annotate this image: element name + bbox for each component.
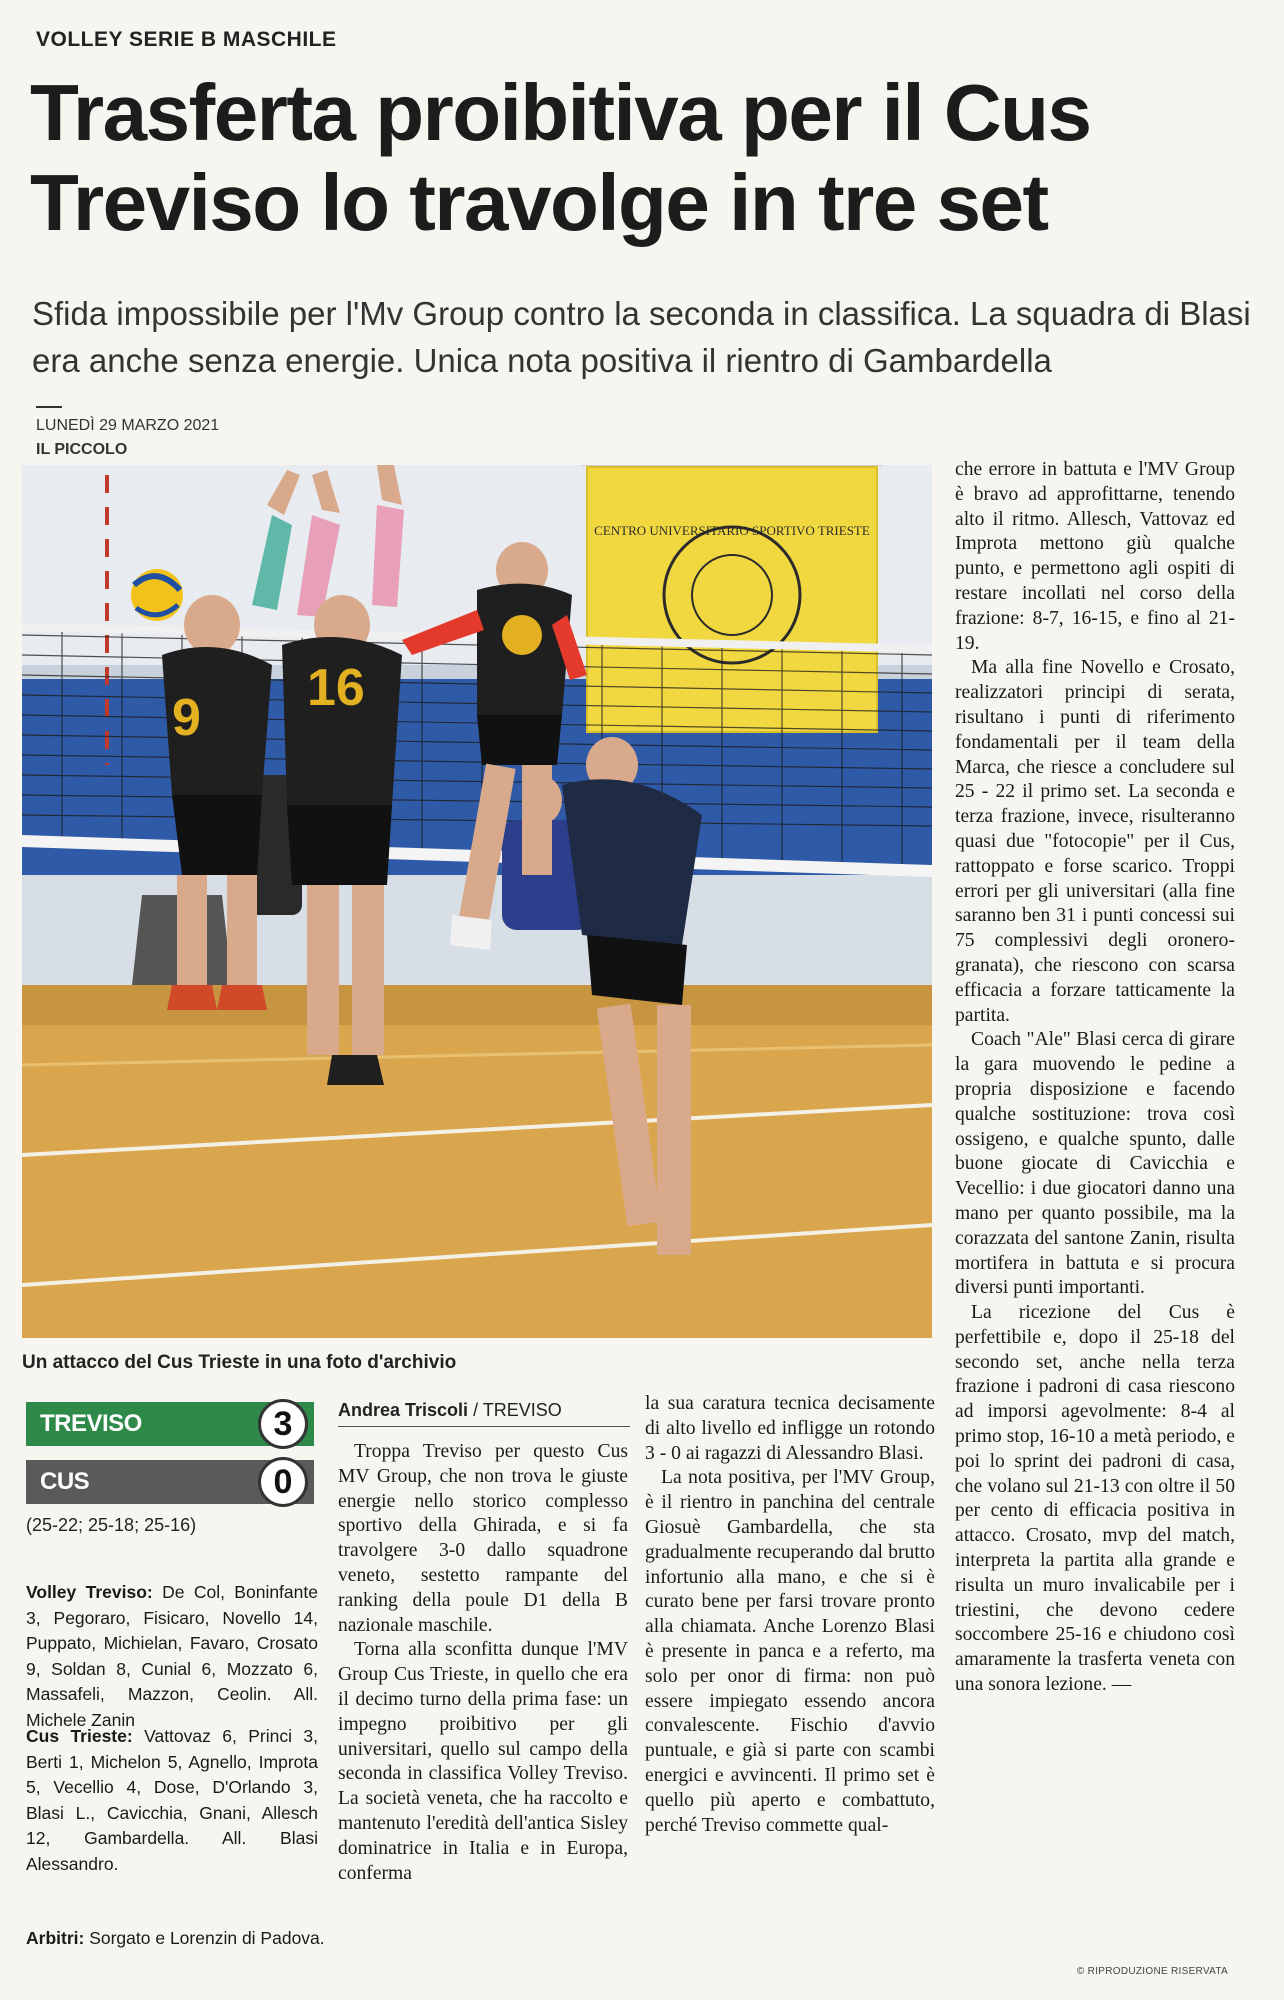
referees-label: Arbitri:	[26, 1928, 85, 1948]
article-photo	[22, 465, 932, 1338]
jersey-number-left: 9	[172, 689, 201, 747]
dateline	[36, 414, 219, 462]
away-score: 0	[258, 1457, 308, 1507]
scoreboard-away-row	[26, 1458, 314, 1506]
copyright: © RIPRODUZIONE RISERVATA	[1076, 1966, 1228, 1977]
paragraph: La ricezione del Cus è perfettibile e, dopo il 25-18 del secondo set, anche nella terza frazione i padroni di casa riescono ad imporsi agevolmente: 8-4 al primo stop, 16-10 a metà periodo, e poi lo sprint dei padroni di casa, che volano sul 21-13 con oltre il 50 per cento di efficacia positiva in attacco. Crosato, mvp del match, interpreta la partita alla grande e risulta un muro invalicabile per i triestini, che devono cedere soccombere 25-16 e chiudono così amaramente la trasferta veneta con una sonora lezione. —	[955, 1302, 1235, 1696]
subheadline: Sfida impossibile per l'Mv Group contro la seconda in classifica. La squadra di Blasi era anche senza energie. Unica nota positiva il rientro di Gambardella	[32, 295, 1251, 379]
photo-caption: Un attacco del Cus Trieste in una foto d'archivio	[22, 1352, 457, 1373]
paragraph: la sua caratura tecnica decisamente di alto livello ed infligge un rotondo 3 - 0 ai ragazzi di Alessandro Blasi.	[645, 1393, 935, 1464]
headline: Trasferta proibitiva per il Cus Treviso lo travolge in tre set	[30, 68, 1091, 247]
paragraph: La nota positiva, per l'MV Group, è il rientro in panchina del centrale Giosuè Gambardella, che sta gradualmente recuperando dal brutto infortunio alla mano, e che si è curato bene per farsi trovare pronto alla chiamata. Anche Lorenzo Blasi è presente in panca e a referto, ma solo per onor di firma: non può essere impiegato essendo ancora convalescente. Fischio d'avvio puntuale, e già si parte con scambi energici e avvincenti. Il primo set è quello più aperto e combattuto, perché Treviso commette qual-	[645, 1467, 935, 1836]
article-column-2	[645, 1392, 935, 1838]
roster-treviso	[26, 1580, 318, 1733]
home-team: TREVISO	[26, 1402, 314, 1446]
referees	[26, 1928, 325, 1949]
roster-cus-players: Vattovaz 6, Princi 3, Berti 1, Michelon 5, Agnello, Improta 5, Vecellio 4, Dose, D'Orlando 3, Blasi L., Cavicchia, Gnani, Allesch 12, Gambardella. All. Blasi Alessandro.	[26, 1726, 318, 1874]
byline-divider	[338, 1426, 630, 1427]
roster-cus	[26, 1724, 318, 1877]
article-column-3	[955, 458, 1235, 1698]
jersey-number-center: 16	[307, 659, 365, 717]
home-score: 3	[258, 1399, 308, 1449]
roster-treviso-label: Volley Treviso:	[26, 1582, 153, 1602]
date: LUNEDÌ 29 MARZO 2021	[36, 417, 220, 434]
roster-treviso-players: De Col, Boninfante 3, Pegoraro, Fisicaro, Novello 14, Puppato, Michielan, Favaro, Crosato 9, Soldan 8, Cunial 6, Mozzato 6, Massafeli, Mazzon, Ceolin. All. Michele Zanin	[26, 1582, 318, 1730]
section-label: VOLLEY SERIE B MASCHILE	[36, 28, 337, 51]
byline-location: / TREVISO	[473, 1400, 562, 1420]
divider	[36, 406, 62, 408]
scoreboard-home-row	[26, 1400, 314, 1448]
roster-cus-label: Cus Trieste:	[26, 1726, 133, 1746]
set-partials: (25-22; 25-18; 25-16)	[26, 1515, 197, 1535]
away-team: CUS	[26, 1460, 314, 1504]
paragraph: Ma alla fine Novello e Crosato, realizzatori principi di serata, risultano i punti di riferimento fondamentali per il team della Marca, che riesce a concludere sul 25 - 22 il primo set. La seconda e terza frazione, invece, risulteranno quasi due "fotocopie" per il Cus, rattoppato e forse scarico. Troppi errori per gli universitari (alla fine saranno ben 31 i punti concessi sui 75 complessivi degli oronero-granata), che riescono con scarsa efficacia a forzare tatticamente la partita.	[955, 657, 1235, 1026]
scoreboard	[26, 1400, 314, 1516]
article-column-1	[338, 1440, 628, 1886]
referees-names: Sorgato e Lorenzin di Padova.	[89, 1928, 325, 1948]
byline	[338, 1400, 562, 1421]
byline-author: Andrea Triscoli	[338, 1400, 469, 1420]
source: IL PICCOLO	[36, 441, 128, 458]
banner-text: CENTRO UNIVERSITARIO SPORTIVO TRIESTE	[594, 523, 870, 538]
paragraph: Torna alla sconfitta dunque l'MV Group Cus Trieste, in quello che era il decimo turno della prima fase: un impegno proibitivo per gli universitari, quello sul campo della seconda in classifica Volley Treviso. La società veneta, che ha raccolto e mantenuto l'eredità dell'antica Sisley dominatrice in Italia e in Europa, conferma	[338, 1639, 628, 1884]
paragraph: che errore in battuta e l'MV Group è bravo ad approfittarne, tenendo alto il ritmo. Allesch, Vattovaz ed Improta mettono giù qualche punto, e permettono agli ospiti di restare incollati nel corso della frazione: 8-7, 16-15, e fino al 21-19.	[955, 459, 1235, 654]
paragraph: Coach "Ale" Blasi cerca di girare la gara muovendo le pedine a propria disposizione e facendo qualche sostituzione: trova così ossigeno, e qualche spunto, dalle buone giocate di Cavicchia e Vecellio: i due giocatori danno una mano per quanto possibile, ma la corazzata del santone Zanin, risulta mortifera in battuta e si procura diversi punti importanti.	[955, 1029, 1235, 1299]
paragraph: Troppa Treviso per questo Cus MV Group, che non trova le giuste energie nello storico complesso sportivo della Ghirada, e si fa travolgere 3-0 dallo squadrone veneto, sestetto rampante del ranking della poule D1 della B nazionale maschile.	[338, 1441, 628, 1636]
